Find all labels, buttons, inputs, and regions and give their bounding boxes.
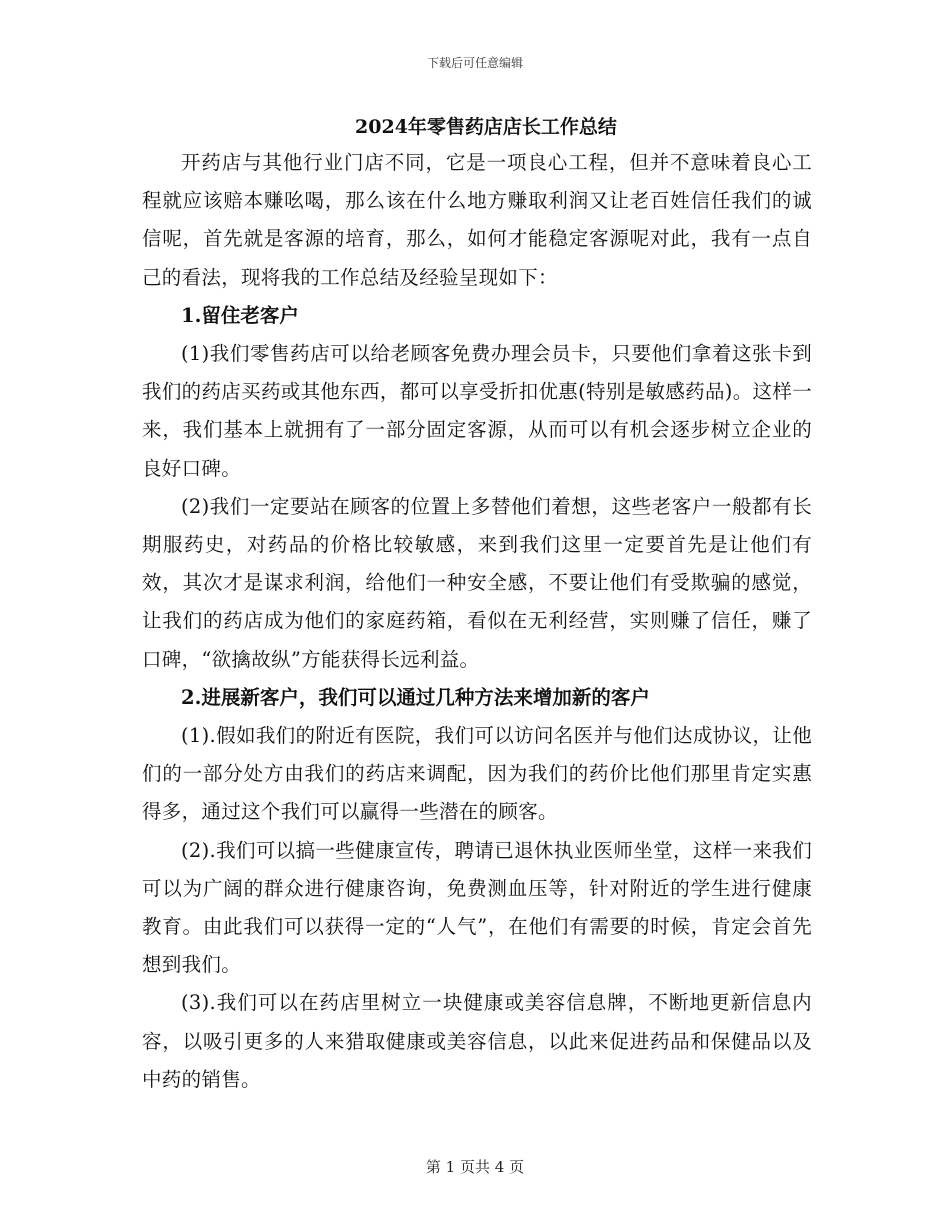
section-2-heading: 2.进展新客户，我们可以通过几种方法来增加新的客户 — [181, 685, 650, 709]
header-note: 下载后可任意编辑 — [426, 56, 523, 70]
section-2-paragraph-2: (2).我们可以搞一些健康宣传，聘请已退休执业医师坐堂，这样一来我们可以为广阔的群众进行健康咨询，免费测血压等，针对附近的学生进行健康教育。由此我们可以获得一定的“人气”，在他们有需要的时候，肯定会首先想到我们。 — [142, 838, 812, 977]
page-number: 第 1 页共 4 页 — [425, 1158, 525, 1176]
section-2-paragraph-1: (1).假如我们的附近有医院，我们可以访问名医并与他们达成协议，让他们的一部分处方由我们的药店来调配，因为我们的药价比他们那里肯定实惠得多，通过这个我们可以赢得一些潜在的顾客。 — [142, 724, 812, 824]
section-2-paragraph-3: (3).我们可以在药店里树立一块健康或美容信息牌，不断地更新信息内容，以吸引更多的人来猎取健康或美容信息，以此来促进药品和保健品以及中药的销售。 — [142, 991, 812, 1091]
section-1-heading: 1.留住老客户 — [181, 303, 299, 327]
document-title: 2024年零售药店店长工作总结 — [355, 116, 617, 138]
section-1-paragraph-1: (1)我们零售药店可以给老顾客免费办理会员卡，只要他们拿着这张卡到我们的药店买药或其他东西，都可以享受折扣优惠(特别是敏感药品)。这样一来，我们基本上就拥有了一部分固定客源，从而可以有机会逐步树立企业的良好口碑。 — [142, 342, 812, 480]
section-1-paragraph-2: (2)我们一定要站在顾客的位置上多替他们着想，这些老客户一般都有长期服药史，对药品的价格比较敏感，来到我们这里一定要首先是让他们有效，其次才是谋求利润，给他们一种安全感，不要让他们有受欺骗的感觉，让我们的药店成为他们的家庭药箱，看似在无利经营，实则赚了信任，赚了口碑，“欲擒故纵”方能获得长远利益。 — [142, 494, 812, 671]
intro-paragraph: 开药店与其他行业门店不同，它是一项良心工程，但并不意味着良心工程就应该赔本赚吆喝，那么该在什么地方赚取利润又让老百姓信任我们的诚信呢，首先就是客源的培育，那么，如何才能稳定客源呢对此，我有一点自己的看法，现将我的工作总结及经验呈现如下： — [142, 151, 812, 289]
document-body — [142, 110, 812, 1099]
